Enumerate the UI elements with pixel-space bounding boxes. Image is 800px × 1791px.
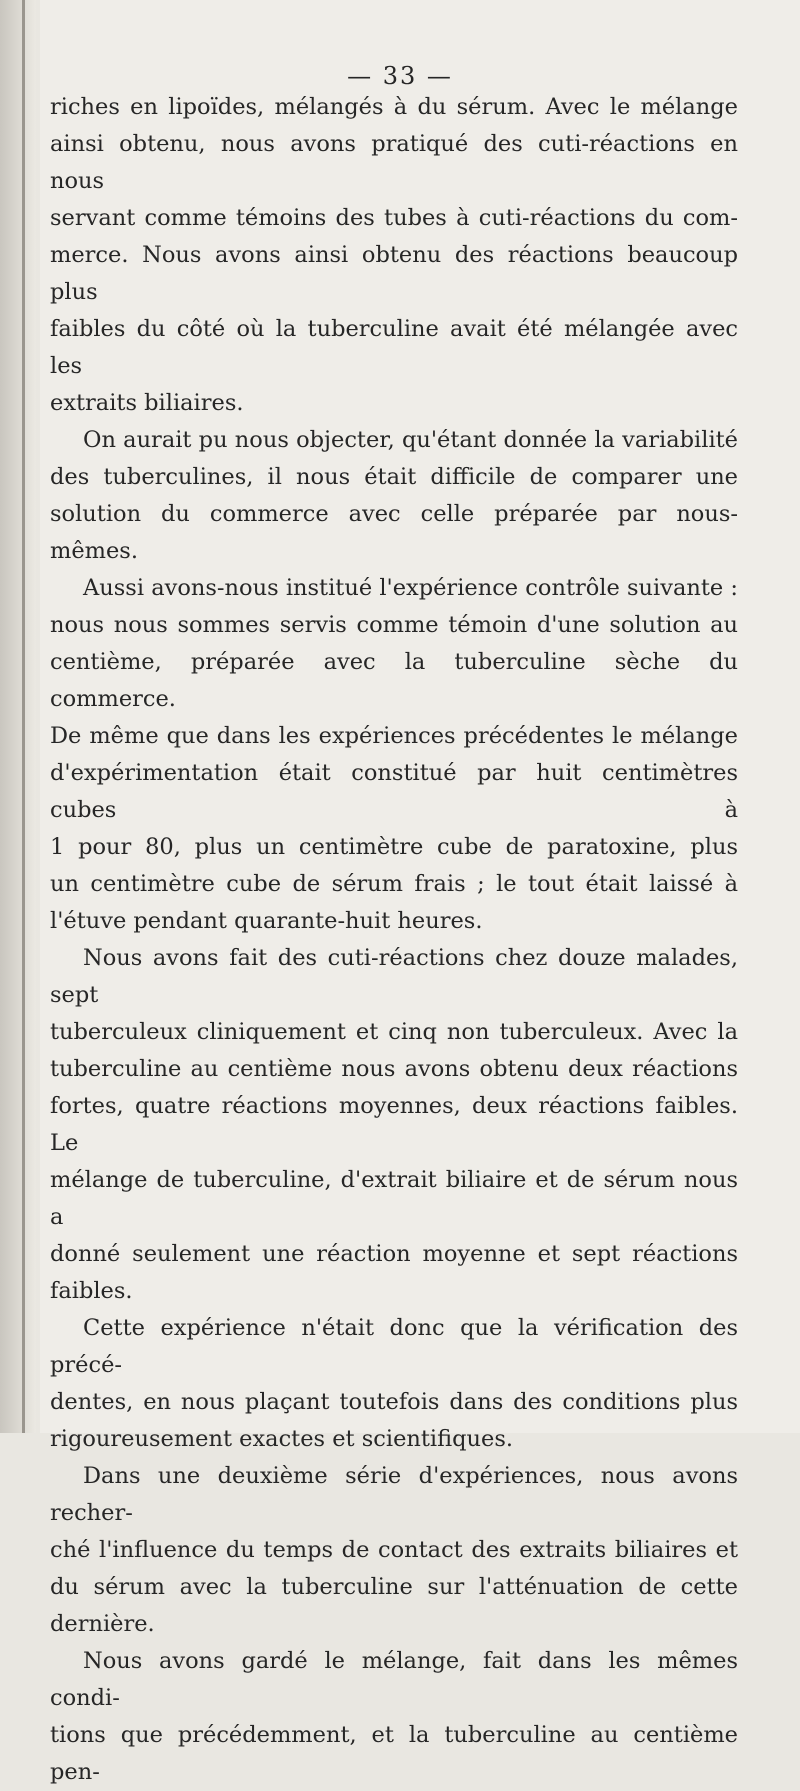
text-line: On aurait pu nous objecter, qu'étant donnée la variabilité: [83, 427, 738, 453]
text-line: donné seulement une réaction moyenne et sept réactions: [50, 1241, 738, 1267]
text-line: Dans une deuxième série d'expériences, nous avons recher-: [50, 1463, 738, 1526]
text-line: l'étuve pendant quarante-huit heures.: [50, 908, 483, 934]
text-line: solution du commerce avec celle préparée par nous-: [50, 501, 738, 527]
text-line: du sérum avec la tuberculine sur l'atténuation de cette: [50, 1574, 738, 1600]
text-line: centième, préparée avec la tuberculine sèche du commerce.: [50, 649, 738, 712]
text-line: d'expérimentation était constitué par huit centimètres cubes à: [50, 760, 738, 823]
text-line: mêmes.: [50, 538, 139, 564]
text-line: Cette expérience n'était donc que la vérification des précé-: [50, 1315, 738, 1378]
text-line: Nous avons fait des cuti-réactions chez douze malades, sept: [50, 945, 738, 1008]
text-line: un centimètre cube de sérum frais ; le tout était laissé à: [50, 871, 738, 897]
text-line: faibles.: [50, 1278, 133, 1304]
text-line: tuberculeux cliniquement et cinq non tuberculeux. Avec la: [50, 1019, 738, 1045]
text-line: extraits biliaires.: [50, 390, 244, 416]
text-line: 1 pour 80, plus un centimètre cube de paratoxine, plus: [50, 834, 738, 860]
text-line: fortes, quatre réactions moyennes, deux réactions faibles. Le: [50, 1093, 738, 1156]
text-line: des tuberculines, il nous était difficile de comparer une: [50, 464, 738, 490]
text-line: Aussi avons-nous institué l'expérience contrôle suivante :: [83, 575, 738, 601]
text-line: dentes, en nous plaçant toutefois dans des conditions plus: [50, 1389, 738, 1415]
text-line: ainsi obtenu, nous avons pratiqué des cuti-réactions en nous: [50, 131, 738, 194]
text-line: rigoureusement exactes et scientifiques.: [50, 1426, 514, 1452]
text-line: Nous avons gardé le mélange, fait dans les mêmes condi-: [50, 1648, 738, 1711]
page-number: — 33 —: [347, 62, 453, 90]
binding-gutter: [0, 0, 36, 1433]
text-line: merce. Nous avons ainsi obtenu des réactions beaucoup plus: [50, 242, 738, 305]
text-line: ché l'influence du temps de contact des extraits biliaires et: [50, 1537, 738, 1563]
text-line: faibles du côté où la tuberculine avait été mélangée avec les: [50, 316, 738, 379]
text-line: tuberculine au centième nous avons obtenu deux réactions: [50, 1056, 738, 1082]
text-line: riches en lipoïdes, mélangés à du sérum. Avec le mélange: [50, 94, 738, 120]
text-line: nous nous sommes servis comme témoin d'une solution au: [50, 612, 738, 638]
text-line: tions que précédemment, et la tuberculine au centième pen-: [50, 1722, 738, 1785]
text-line: De même que dans les expériences précédentes le mélange: [50, 723, 738, 749]
text-line: mélange de tuberculine, d'extrait biliaire et de sérum nous a: [50, 1167, 738, 1230]
text-line: servant comme témoins des tubes à cuti-réactions du com-: [50, 205, 738, 231]
text-line: dernière.: [50, 1611, 155, 1637]
body-text: [50, 89, 738, 1791]
